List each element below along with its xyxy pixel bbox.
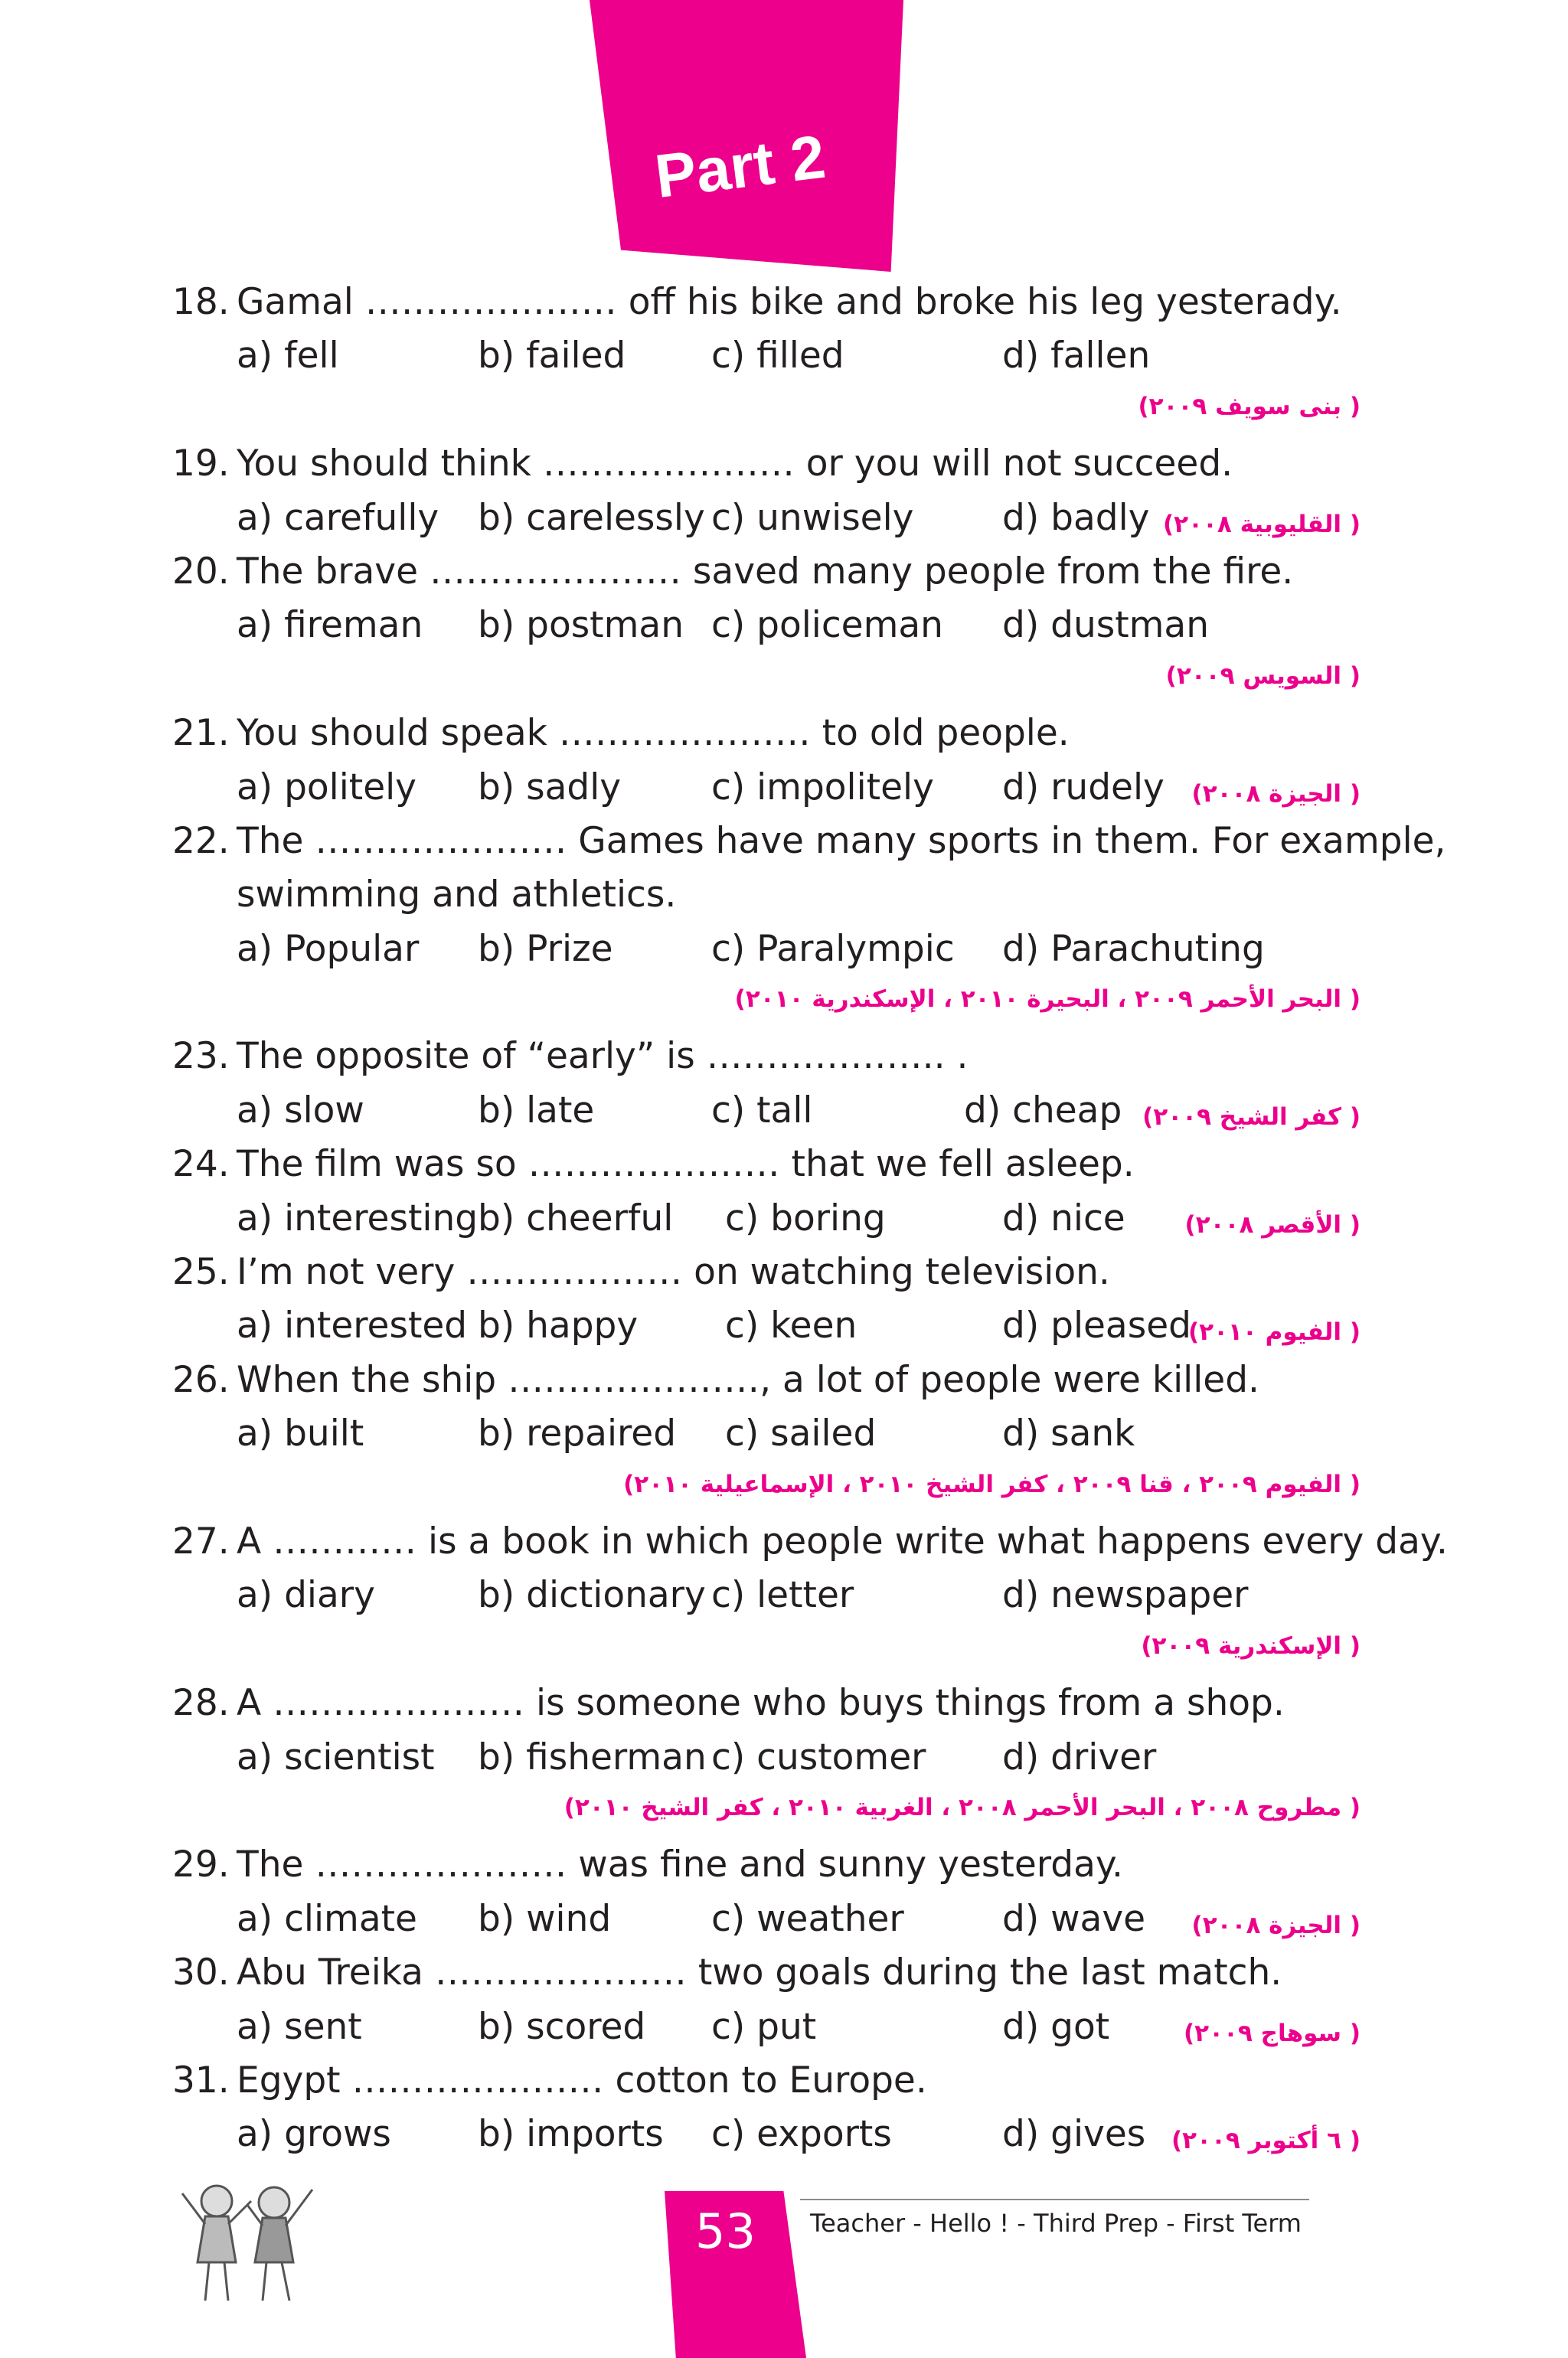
question-text xyxy=(172,1515,1448,1569)
question-number: 29. xyxy=(172,1844,230,1886)
answer-option[interactable]: b) repaired xyxy=(478,1413,677,1455)
answer-option[interactable]: b) sadly xyxy=(478,766,622,808)
options-row xyxy=(172,1893,1361,1946)
question-text xyxy=(172,1030,1361,1083)
question-text xyxy=(172,437,1361,491)
exam-source: ( الفيوم ٢٠٠٩ ، قنا ٢٠٠٩ ، كفر الشيخ ٢٠١٠ ، الإسماعيلية ٢٠١٠) xyxy=(623,1470,1361,1498)
question-number: 31. xyxy=(172,2059,230,2102)
answer-option[interactable]: d) Parachuting xyxy=(1002,927,1265,970)
exam-source-line xyxy=(172,653,1361,707)
question-number: 26. xyxy=(172,1358,230,1401)
exam-source: ( الجيزة ٢٠٠٨) xyxy=(1191,779,1361,808)
exam-source: ( سوهاج ٢٠٠٩) xyxy=(1183,2019,1361,2047)
question-line: You should speak ………………… to old people. xyxy=(237,712,1070,755)
question-number: 23. xyxy=(172,1035,230,1078)
answer-option[interactable]: c) put xyxy=(711,2005,817,2048)
answer-option[interactable]: c) sailed xyxy=(725,1413,877,1455)
question-number: 18. xyxy=(172,281,230,323)
answer-option[interactable]: a) carefully xyxy=(237,496,439,539)
exam-source-line xyxy=(172,1785,1361,1838)
question-line: I’m not very ……………… on watching television. xyxy=(237,1251,1110,1294)
answer-option[interactable]: d) cheap xyxy=(964,1089,1122,1132)
exam-source: ( الجيزة ٢٠٠٨) xyxy=(1191,1911,1361,1939)
answer-option[interactable]: d) sank xyxy=(1002,1413,1135,1455)
exam-source: ( القليوبية ٢٠٠٨) xyxy=(1162,510,1361,538)
question-line: The brave ………………… saved many people from the fire. xyxy=(237,550,1294,593)
options-row xyxy=(172,1192,1361,1246)
question-line: A ………………… is someone who buys things from a shop. xyxy=(237,1682,1285,1725)
question-number: 27. xyxy=(172,1520,230,1563)
answer-option[interactable]: d) nice xyxy=(1002,1197,1125,1239)
question-line: The ………………… was fine and sunny yesterday. xyxy=(237,1844,1123,1886)
question-text xyxy=(172,1246,1361,1299)
answer-option[interactable]: d) wave xyxy=(1002,1897,1146,1940)
exam-source: ( الأقصر ٢٠٠٨) xyxy=(1184,1210,1361,1239)
question-number: 19. xyxy=(172,443,230,485)
answer-option[interactable]: b) scored xyxy=(478,2005,646,2048)
options-row xyxy=(172,1731,1361,1785)
exam-source: ( ٦ أكتوبر ٢٠٠٩) xyxy=(1171,2127,1361,2155)
question-text xyxy=(172,1138,1361,1191)
options-row xyxy=(172,1299,1361,1353)
footer-divider xyxy=(800,2199,1309,2200)
answer-option[interactable]: b) carelessly xyxy=(478,496,705,539)
answer-option[interactable]: b) wind xyxy=(478,1897,612,1940)
question-line: When the ship …………………, a lot of people were killed. xyxy=(237,1358,1259,1401)
kids-illustration xyxy=(175,2170,320,2308)
answer-option[interactable]: a) diary xyxy=(237,1574,375,1617)
question-number: 25. xyxy=(172,1251,230,1294)
question-text xyxy=(172,1354,1361,1407)
options-row xyxy=(172,1569,1361,1622)
answer-option[interactable]: b) imports xyxy=(478,2113,664,2156)
answer-option[interactable]: b) cheerful xyxy=(478,1197,674,1239)
question-text xyxy=(172,1838,1361,1892)
question-line: The opposite of “early” is ……………….. . xyxy=(237,1035,969,1078)
options-row xyxy=(172,2000,1361,2054)
question-text xyxy=(172,1946,1361,2000)
question-line: A ………… is a book in which people write what happens every day. xyxy=(237,1520,1448,1563)
answer-option[interactable]: b) late xyxy=(478,1089,595,1132)
question-number: 28. xyxy=(172,1682,230,1725)
question-line: The ………………… Games have many sports in them. For example, xyxy=(237,819,1446,862)
answer-option[interactable]: c) customer xyxy=(711,1736,926,1778)
exam-source: ( الإسكندرية ٢٠٠٩) xyxy=(1141,1631,1361,1660)
exam-source: ( مطروح ٢٠٠٨ ، البحر الأحمر ٢٠٠٨ ، الغربية ٢٠١٠ ، كفر الشيخ ٢٠١٠) xyxy=(564,1793,1361,1821)
options-row xyxy=(172,599,1361,652)
question-line: The film was so ………………… that we fell asleep. xyxy=(237,1143,1135,1186)
answer-option[interactable]: b) fisherman xyxy=(478,1736,707,1778)
answer-option[interactable]: d) fallen xyxy=(1002,335,1151,377)
question-number: 30. xyxy=(172,1951,230,1994)
answer-option[interactable]: a) climate xyxy=(237,1897,417,1940)
options-row xyxy=(172,1407,1361,1461)
answer-option[interactable]: a) slow xyxy=(237,1089,364,1132)
answer-option[interactable]: d) got xyxy=(1002,2005,1110,2048)
answer-option[interactable]: d) driver xyxy=(1002,1736,1157,1778)
exam-source: ( الفيوم ٢٠١٠) xyxy=(1188,1318,1361,1347)
answer-option[interactable]: c) policeman xyxy=(711,604,943,647)
answer-option[interactable]: b) failed xyxy=(478,335,626,377)
question-list xyxy=(172,276,1448,2162)
options-row xyxy=(172,761,1361,815)
question-text xyxy=(172,276,1361,329)
answer-option[interactable]: a) fell xyxy=(237,335,339,377)
answer-option[interactable]: d) gives xyxy=(1002,2113,1146,2156)
exam-source-line xyxy=(172,1462,1361,1515)
answer-option[interactable]: c) filled xyxy=(711,335,844,377)
exam-source: ( السويس ٢٠٠٩) xyxy=(1165,661,1361,690)
options-row xyxy=(172,2108,1361,2161)
answer-option[interactable]: d) dustman xyxy=(1002,604,1210,647)
answer-option[interactable]: c) impolitely xyxy=(711,766,934,808)
question-line: swimming and athletics. xyxy=(237,874,677,916)
answer-option[interactable]: a) politely xyxy=(237,766,416,808)
answer-option[interactable]: a) fireman xyxy=(237,604,423,647)
answer-option[interactable]: a) interesting xyxy=(237,1197,479,1239)
options-row xyxy=(172,1084,1361,1138)
answer-option[interactable]: b) dictionary xyxy=(478,1574,706,1617)
answer-option[interactable]: a) interested xyxy=(237,1305,468,1347)
answer-option[interactable]: a) Popular xyxy=(237,927,420,970)
exam-source: ( بنى سويف ٢٠٠٩) xyxy=(1138,392,1361,420)
options-row xyxy=(172,329,1361,383)
question-number: 22. xyxy=(172,819,230,862)
part-title: Part 2 xyxy=(651,122,829,211)
answer-option[interactable]: c) weather xyxy=(711,1897,904,1940)
exam-source: ( كفر الشيخ ٢٠٠٩) xyxy=(1142,1102,1361,1131)
answer-option[interactable]: d) newspaper xyxy=(1002,1574,1249,1617)
answer-option[interactable]: c) Paralympic xyxy=(711,927,955,970)
answer-option[interactable]: a) grows xyxy=(237,2113,391,2156)
question-text xyxy=(172,545,1361,599)
options-row xyxy=(172,923,1361,976)
answer-option[interactable]: c) exports xyxy=(711,2113,892,2156)
answer-option[interactable]: a) built xyxy=(237,1413,364,1455)
answer-option[interactable]: c) tall xyxy=(711,1089,813,1132)
question-text xyxy=(172,1677,1361,1730)
exam-source-line xyxy=(172,384,1361,437)
question-number: 20. xyxy=(172,550,230,593)
answer-option[interactable]: d) rudely xyxy=(1002,766,1165,808)
exam-source-line xyxy=(172,976,1361,1030)
question-text xyxy=(172,868,1361,922)
answer-option[interactable]: c) keen xyxy=(725,1305,858,1347)
answer-option[interactable]: d) pleased xyxy=(1002,1305,1191,1347)
answer-option[interactable]: c) unwisely xyxy=(711,496,914,539)
answer-option[interactable]: c) letter xyxy=(711,1574,854,1617)
exam-source-line xyxy=(172,1623,1361,1677)
question-text xyxy=(172,815,1446,868)
answer-option[interactable]: b) postman xyxy=(478,604,684,647)
question-text xyxy=(172,707,1361,760)
answer-option[interactable]: b) Prize xyxy=(478,927,613,970)
exam-source: ( البحر الأحمر ٢٠٠٩ ، البحيرة ٢٠١٠ ، الإسكندرية ٢٠١٠) xyxy=(734,985,1361,1014)
question-line: Egypt ………………… cotton to Europe. xyxy=(237,2059,927,2102)
answer-option[interactable]: a) scientist xyxy=(237,1736,435,1778)
question-number: 21. xyxy=(172,712,230,755)
question-number: 24. xyxy=(172,1143,230,1186)
answer-option[interactable]: d) badly xyxy=(1002,496,1150,539)
answer-option[interactable]: b) happy xyxy=(478,1305,639,1347)
answer-option[interactable]: c) boring xyxy=(725,1197,886,1239)
footer-text: Teacher - Hello ! - Third Prep - First Term xyxy=(810,2209,1302,2238)
question-text xyxy=(172,2054,1361,2108)
question-line: Gamal ………………… off his bike and broke his leg yesterady. xyxy=(237,281,1342,323)
options-row xyxy=(172,492,1361,545)
answer-option[interactable]: a) sent xyxy=(237,2005,362,2048)
question-line: You should think ………………… or you will not succeed. xyxy=(237,443,1233,485)
question-line: Abu Treika ………………… two goals during the last match. xyxy=(237,1951,1282,1994)
page-number: 53 xyxy=(695,2203,756,2259)
